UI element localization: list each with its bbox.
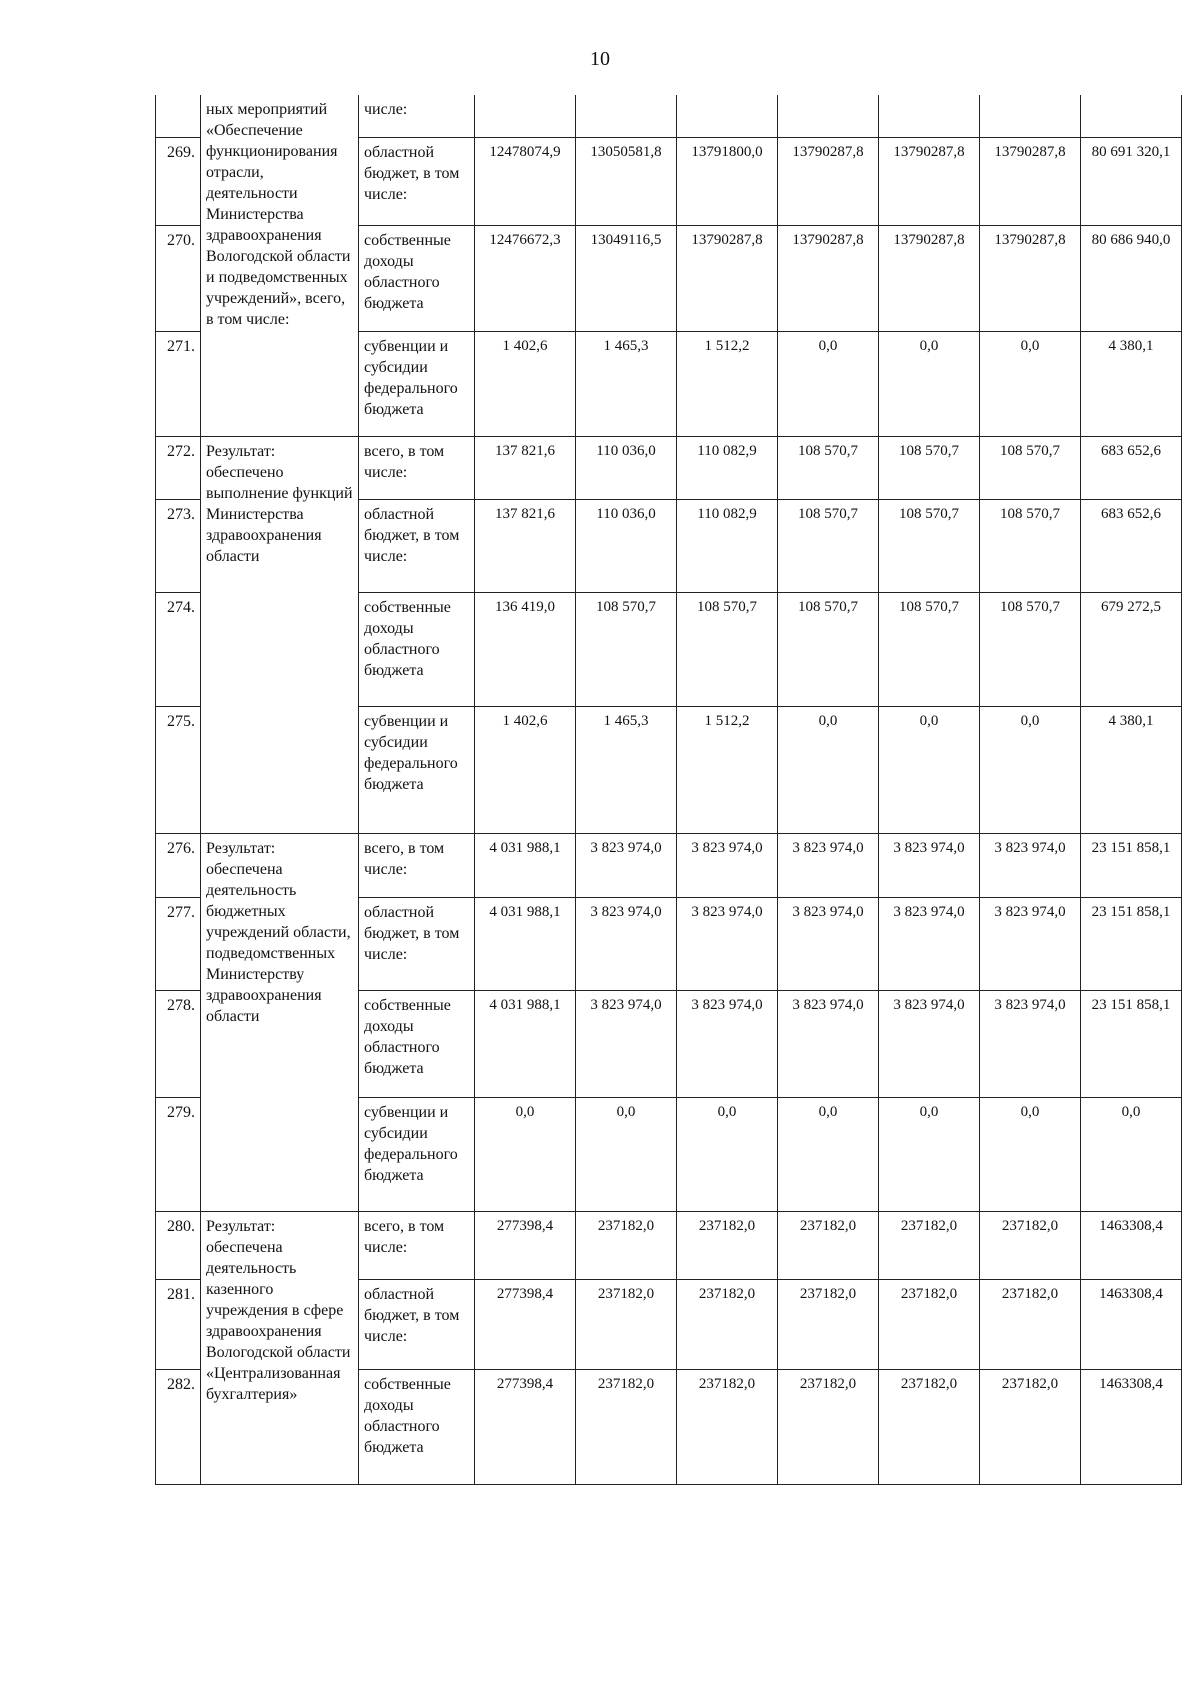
value-cell: 13790287,8 [778,225,879,331]
value-cell: 237182,0 [980,1211,1081,1279]
value-cell: 237182,0 [576,1369,677,1484]
value-cell: 3 823 974,0 [677,897,778,990]
value-cell: 0,0 [677,1097,778,1211]
row-number: 272. [156,436,201,499]
value-cell: 108 570,7 [778,499,879,592]
page-number: 10 [590,48,610,70]
value-cell: 1 512,2 [677,706,778,833]
row-number: 281. [156,1279,201,1369]
table-body [156,95,1182,1484]
value-cell: 3 823 974,0 [980,897,1081,990]
value-cell: 13791800,0 [677,137,778,225]
value-cell: 108 570,7 [879,592,980,706]
value-cell [677,95,778,137]
value-cell: 3 823 974,0 [677,990,778,1097]
row-number: 278. [156,990,201,1097]
value-cell: 23 151 858,1 [1081,833,1182,897]
value-cell: 1 402,6 [475,706,576,833]
value-cell: 108 570,7 [778,436,879,499]
value-cell: 0,0 [980,331,1081,436]
row-number: 279. [156,1097,201,1211]
value-cell: 3 823 974,0 [879,897,980,990]
row-number: 273. [156,499,201,592]
value-cell: 3 823 974,0 [879,833,980,897]
value-cell: 137 821,6 [475,436,576,499]
value-cell: 3 823 974,0 [980,833,1081,897]
row-number: 271. [156,331,201,436]
row-funding-type: областной бюджет, в том числе: [359,1279,475,1369]
value-cell: 0,0 [980,706,1081,833]
value-cell: 108 570,7 [879,499,980,592]
value-cell: 136 419,0 [475,592,576,706]
row-funding-type: собственные доходы областного бюджета [359,1369,475,1484]
row-description: Результат: обеспечена деятельность казенного учреждения в сфере здравоохранения Вологодской области «Централизованная бухгалтерия» [201,1211,359,1484]
value-cell: 237182,0 [980,1279,1081,1369]
row-number: 277. [156,897,201,990]
value-cell: 108 570,7 [576,592,677,706]
value-cell: 237182,0 [879,1211,980,1279]
value-cell: 4 031 988,1 [475,897,576,990]
value-cell: 0,0 [576,1097,677,1211]
row-funding-type: числе: [359,95,475,137]
value-cell: 80 686 940,0 [1081,225,1182,331]
value-cell: 13790287,8 [980,137,1081,225]
row-funding-type: всего, в том числе: [359,436,475,499]
value-cell: 1 512,2 [677,331,778,436]
value-cell: 277398,4 [475,1369,576,1484]
value-cell: 0,0 [778,331,879,436]
row-funding-type: субвенции и субсидии федерального бюджета [359,331,475,436]
value-cell: 0,0 [778,1097,879,1211]
table-row [156,1211,1182,1279]
value-cell: 237182,0 [778,1279,879,1369]
row-funding-type: всего, в том числе: [359,1211,475,1279]
value-cell: 237182,0 [778,1369,879,1484]
value-cell: 237182,0 [980,1369,1081,1484]
value-cell: 137 821,6 [475,499,576,592]
value-cell: 4 380,1 [1081,331,1182,436]
value-cell: 3 823 974,0 [576,897,677,990]
value-cell: 0,0 [879,706,980,833]
row-funding-type: субвенции и субсидии федерального бюджета [359,1097,475,1211]
value-cell: 110 082,9 [677,436,778,499]
value-cell: 108 570,7 [980,499,1081,592]
value-cell: 277398,4 [475,1211,576,1279]
value-cell: 108 570,7 [879,436,980,499]
value-cell: 3 823 974,0 [778,833,879,897]
value-cell: 3 823 974,0 [677,833,778,897]
row-description: ных мероприятий «Обеспечение функционирования отрасли, деятельности Министерства здравоохранения Вологодской области и подведомственных учреждений», всего, в том числе: [201,95,359,436]
value-cell: 13790287,8 [980,225,1081,331]
value-cell: 23 151 858,1 [1081,990,1182,1097]
value-cell: 3 823 974,0 [879,990,980,1097]
value-cell: 110 082,9 [677,499,778,592]
value-cell [1081,95,1182,137]
value-cell: 277398,4 [475,1279,576,1369]
value-cell: 1463308,4 [1081,1279,1182,1369]
row-number: 275. [156,706,201,833]
value-cell: 679 272,5 [1081,592,1182,706]
value-cell: 108 570,7 [778,592,879,706]
value-cell: 80 691 320,1 [1081,137,1182,225]
value-cell: 0,0 [475,1097,576,1211]
row-number: 270. [156,225,201,331]
row-number: 276. [156,833,201,897]
row-funding-type: субвенции и субсидии федерального бюджета [359,706,475,833]
value-cell: 13050581,8 [576,137,677,225]
value-cell: 237182,0 [677,1279,778,1369]
value-cell: 1463308,4 [1081,1211,1182,1279]
value-cell: 1 465,3 [576,706,677,833]
value-cell: 683 652,6 [1081,436,1182,499]
budget-table [155,95,1182,1485]
value-cell: 108 570,7 [980,436,1081,499]
value-cell [576,95,677,137]
row-funding-type: областной бюджет, в том числе: [359,897,475,990]
value-cell: 4 031 988,1 [475,833,576,897]
row-funding-type: собственные доходы областного бюджета [359,225,475,331]
value-cell: 237182,0 [879,1279,980,1369]
value-cell: 12478074,9 [475,137,576,225]
value-cell: 13790287,8 [879,225,980,331]
value-cell: 1463308,4 [1081,1369,1182,1484]
value-cell: 108 570,7 [980,592,1081,706]
row-funding-type: областной бюджет, в том числе: [359,499,475,592]
row-number: 269. [156,137,201,225]
value-cell: 12476672,3 [475,225,576,331]
value-cell [980,95,1081,137]
value-cell: 0,0 [778,706,879,833]
row-number: 274. [156,592,201,706]
value-cell: 237182,0 [576,1211,677,1279]
value-cell: 0,0 [879,331,980,436]
row-funding-type: областной бюджет, в том числе: [359,137,475,225]
row-description: Результат: обеспечено выполнение функций Министерства здравоохранения области [201,436,359,833]
value-cell: 3 823 974,0 [980,990,1081,1097]
value-cell: 3 823 974,0 [778,990,879,1097]
value-cell: 3 823 974,0 [576,833,677,897]
value-cell: 3 823 974,0 [576,990,677,1097]
row-funding-type: собственные доходы областного бюджета [359,990,475,1097]
value-cell: 237182,0 [778,1211,879,1279]
value-cell: 13049116,5 [576,225,677,331]
value-cell: 237182,0 [677,1369,778,1484]
value-cell [778,95,879,137]
value-cell [879,95,980,137]
row-number [156,95,201,137]
value-cell: 237182,0 [576,1279,677,1369]
value-cell: 13790287,8 [879,137,980,225]
value-cell [475,95,576,137]
row-description: Результат: обеспечена деятельность бюджетных учреждений области, подведомственных Министерству здравоохранения области [201,833,359,1211]
value-cell: 110 036,0 [576,499,677,592]
table-row [156,833,1182,897]
value-cell: 13790287,8 [677,225,778,331]
value-cell: 0,0 [1081,1097,1182,1211]
value-cell: 237182,0 [677,1211,778,1279]
value-cell: 1 402,6 [475,331,576,436]
row-number: 280. [156,1211,201,1279]
value-cell: 0,0 [980,1097,1081,1211]
value-cell: 3 823 974,0 [778,897,879,990]
table-row [156,95,1182,137]
value-cell: 23 151 858,1 [1081,897,1182,990]
value-cell: 683 652,6 [1081,499,1182,592]
table-row [156,436,1182,499]
value-cell: 108 570,7 [677,592,778,706]
row-number: 282. [156,1369,201,1484]
value-cell: 0,0 [879,1097,980,1211]
value-cell: 237182,0 [879,1369,980,1484]
value-cell: 13790287,8 [778,137,879,225]
value-cell: 1 465,3 [576,331,677,436]
value-cell: 110 036,0 [576,436,677,499]
row-funding-type: всего, в том числе: [359,833,475,897]
value-cell: 4 380,1 [1081,706,1182,833]
value-cell: 4 031 988,1 [475,990,576,1097]
row-funding-type: собственные доходы областного бюджета [359,592,475,706]
